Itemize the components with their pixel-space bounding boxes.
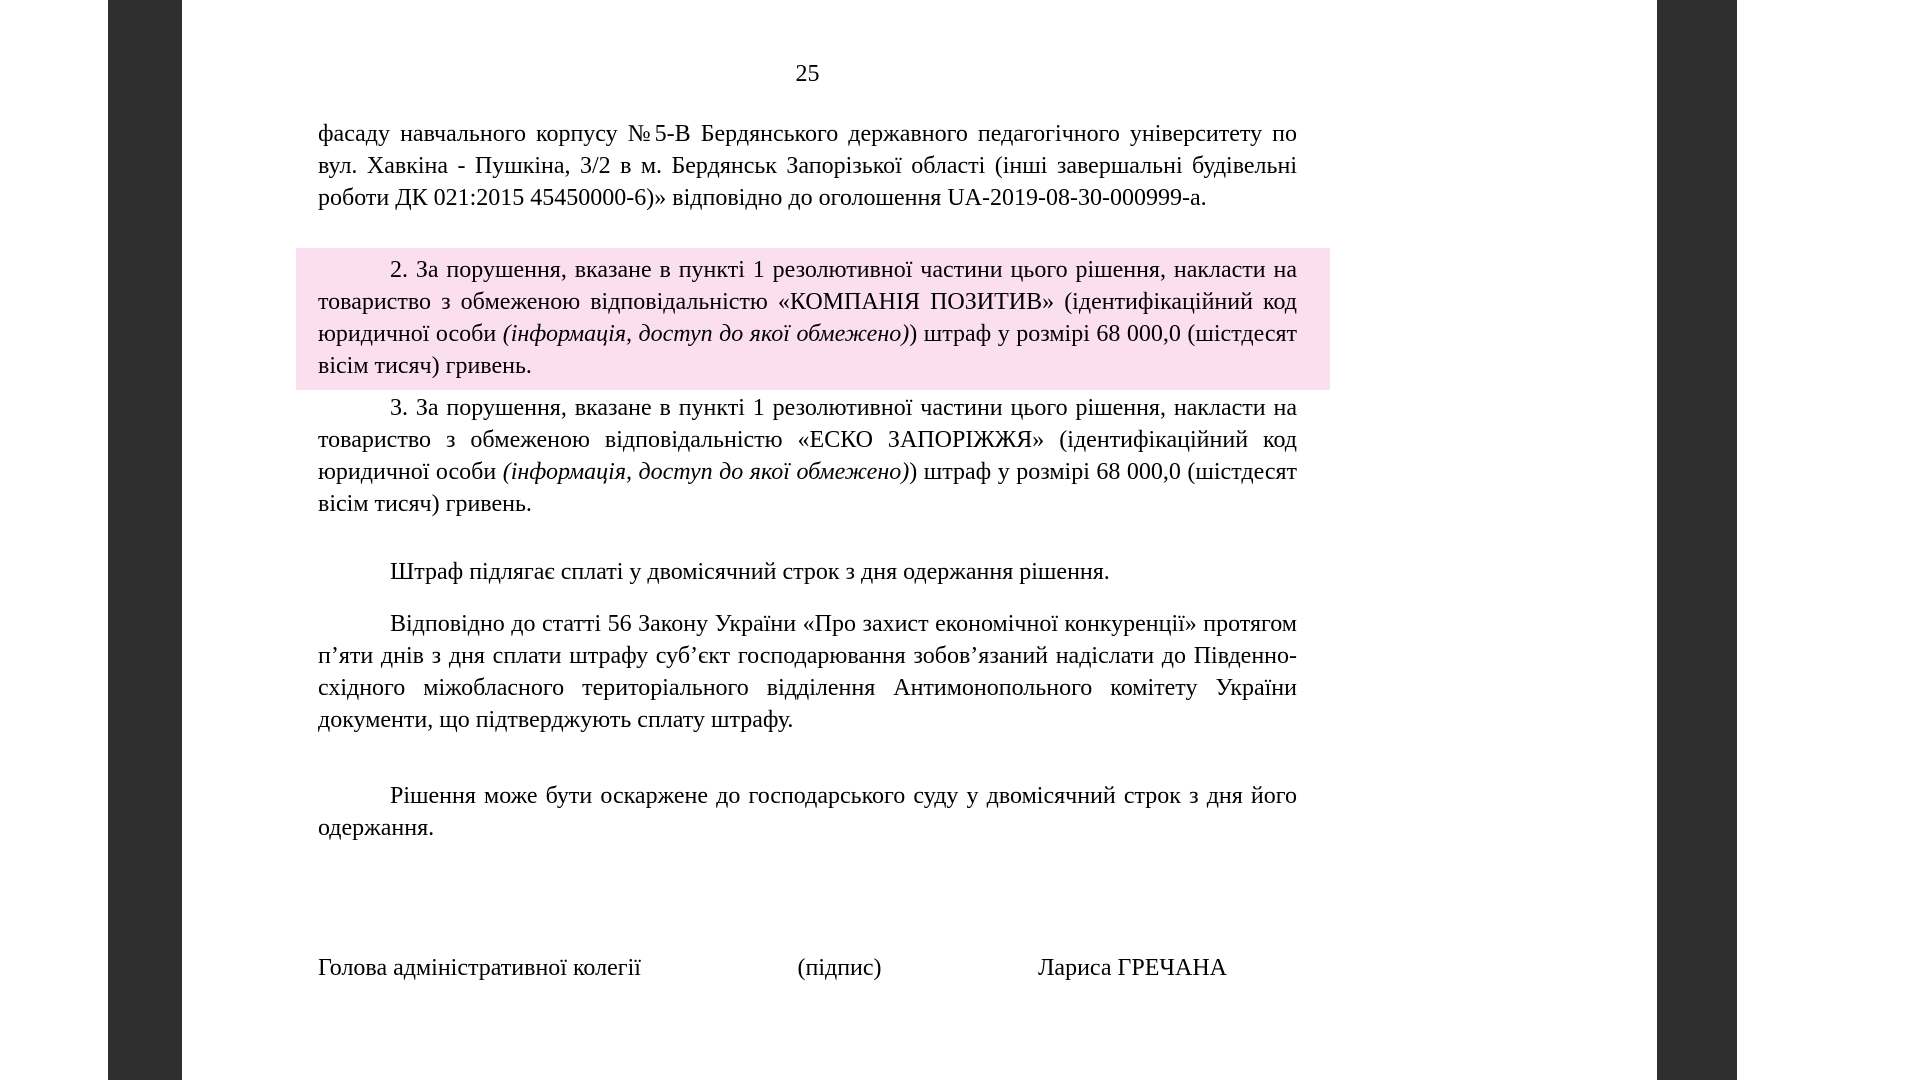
text-run-italic: (інформація, доступ до якої обмежено) — [502, 321, 910, 347]
signature-role: Голова адміністративної колегії — [318, 955, 641, 981]
text-run: Штраф підлягає сплаті у двомісячний строк з дня одержання рішення. — [390, 559, 1110, 585]
text-run: ) штраф у розмірі 68 000,0 (шістдесят вісім тисяч) гривень. — [318, 459, 1298, 517]
paragraph — [318, 780, 1297, 844]
text-run: Рішення може бути оскаржене до господарського суду у двомісячний строк з дня його одержання. — [318, 783, 1297, 841]
text-run: 3. За порушення, вказане в пункті 1 резолютивної частини цього рішення, накласти на товариство з обмеженою відповідальністю «ЕСКО ЗАПОРІЖЖЯ» (ідентифікаційний код юридичної особи — [318, 395, 1297, 485]
paragraph-highlighted — [296, 248, 1330, 390]
signature-name: Лариса ГРЕЧАНА — [1038, 955, 1227, 981]
viewer-background-right — [1657, 0, 1737, 1080]
paragraph — [318, 608, 1297, 736]
text-run: фасаду навчального корпусу №5-В Бердянського державного педагогічного університету по вул. Хавкіна - Пушкіна, 3/2 в м. Бердянськ Запорізької області (інші завершальні будівельні роботи ДК 021:2015 45450000-6)» відповідно до оголошення UA-2019-08-30-000999-а. — [318, 121, 1297, 211]
paragraph — [318, 556, 1297, 588]
signature-placeholder: (підпис) — [797, 955, 882, 981]
document-body — [318, 118, 1297, 844]
signature-row — [318, 952, 1297, 984]
paragraph — [318, 392, 1297, 520]
viewer-background-left — [108, 0, 182, 1080]
page-number: 25 — [795, 61, 820, 87]
text-run-italic: (інформація, доступ до якої обмежено) — [502, 459, 910, 485]
text-run: 2. За порушення, вказане в пункті 1 резолютивної частини цього рішення, накласти на товариство з обмеженою відповідальністю «КОМПАНІЯ ПОЗИТИВ» (ідентифікаційний код юридичної особи — [318, 257, 1297, 347]
page-content-column — [318, 0, 1297, 984]
pdf-page — [182, 0, 1657, 1080]
paragraph — [318, 118, 1297, 214]
text-run: ) штраф у розмірі 68 000,0 (шістдесят вісім тисяч) гривень. — [318, 321, 1298, 379]
text-run: Відповідно до статті 56 Закону України «Про захист економічної конкуренції» протягом п’яти днів з дня сплати штрафу суб’єкт господарювання зобов’язаний надіслати до Південно-східного міжобласного територіального відділення Антимонопольного комітету України документи, що підтверджують сплату штрафу. — [318, 611, 1297, 733]
